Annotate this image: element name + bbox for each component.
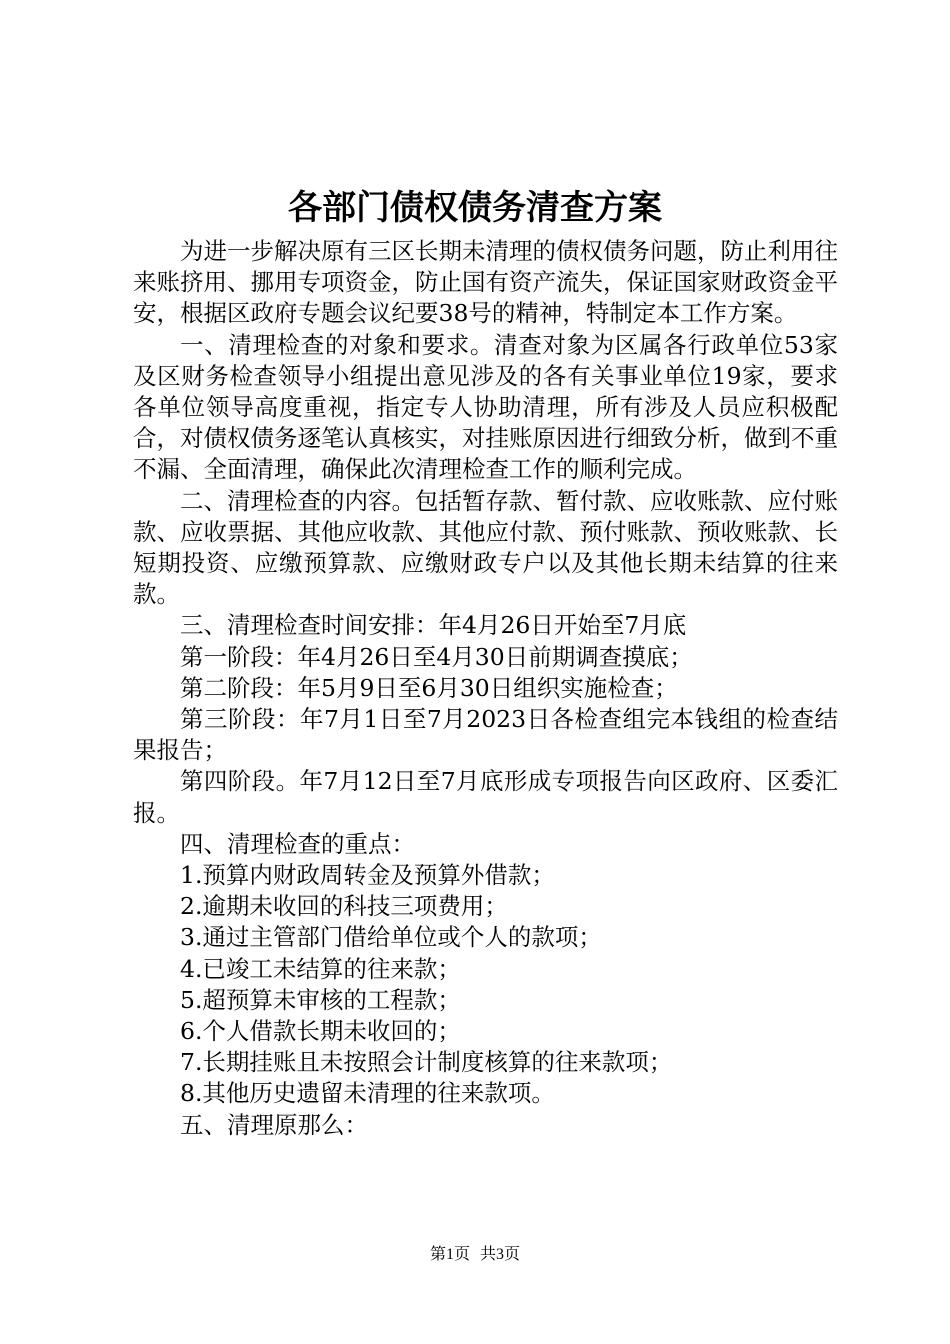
list-item-1: 1.预算内财政周转金及预算外借款； — [180, 861, 555, 890]
list-item-2: 2.逾期未收回的科技三项费用； — [180, 892, 508, 921]
paragraph-section-3: 三、清理检查时间安排：年4月26日开始至7月底 — [180, 611, 687, 640]
document-body — [133, 236, 838, 1141]
paragraph-section-5: 五、清理原那么： — [180, 1110, 368, 1139]
paragraph-intro: 为进一步解决原有三区长期未清理的债权债务问题，防止利用往来账挤用、挪用专项资金，防止国有资产流失，保证国家财政资金平安，根据区政府专题会议纪要38号的精神，特制定本工作方案。 — [133, 237, 838, 328]
paragraph-stage-4: 第四阶段。年7月12日至7月底形成专项报告向区政府、区委汇报。 — [133, 767, 838, 827]
paragraph-stage-3: 第三阶段：年7月1日至7月2023日各检查组完本钱组的检查结果报告； — [133, 705, 838, 765]
paragraph-section-2: 二、清理检查的内容。包括暂存款、暂付款、应收账款、应付账款、应收票据、其他应收款、其他应付款、预付账款、预收账款、长短期投资、应缴预算款、应缴财政专户以及其他长期未结算的往来款。 — [133, 486, 838, 609]
page-number-current: 第1页 — [429, 1246, 470, 1263]
list-item-6: 6.个人借款长期未收回的； — [180, 1017, 461, 1046]
list-item-5: 5.超预算未审核的工程款； — [180, 985, 461, 1014]
paragraph-section-4: 四、清理检查的重点： — [180, 829, 415, 858]
paragraph-section-1: 一、清理检查的对象和要求。清查对象为区属各行政单位53家及区财务检查领导小组提出意见涉及的各有关事业单位19家，要求各单位领导高度重视，指定专人协助清理，所有涉及人员应积极配合，对债权债务逐笔认真核实，对挂账原因进行细致分析，做到不重不漏、全面清理，确保此次清理检查工作的顺利完成。 — [133, 330, 838, 484]
list-item-8: 8.其他历史遗留未清理的往来款项。 — [180, 1079, 555, 1108]
list-item-7: 7.长期挂账且未按照会计制度核算的往来款项； — [180, 1048, 673, 1077]
page-number-total: 共3页 — [480, 1246, 521, 1263]
paragraph-stage-2: 第二阶段：年5月9日至6月30日组织实施检查； — [180, 673, 678, 702]
list-item-4: 4.已竣工未结算的往来款； — [180, 954, 461, 983]
paragraph-stage-1: 第一阶段：年4月26日至4月30日前期调查摸底； — [180, 642, 693, 671]
page-footer — [0, 1244, 950, 1266]
list-item-3: 3.通过主管部门借给单位或个人的款项； — [180, 923, 602, 952]
document-title: 各部门债权债务清查方案 — [288, 188, 662, 228]
